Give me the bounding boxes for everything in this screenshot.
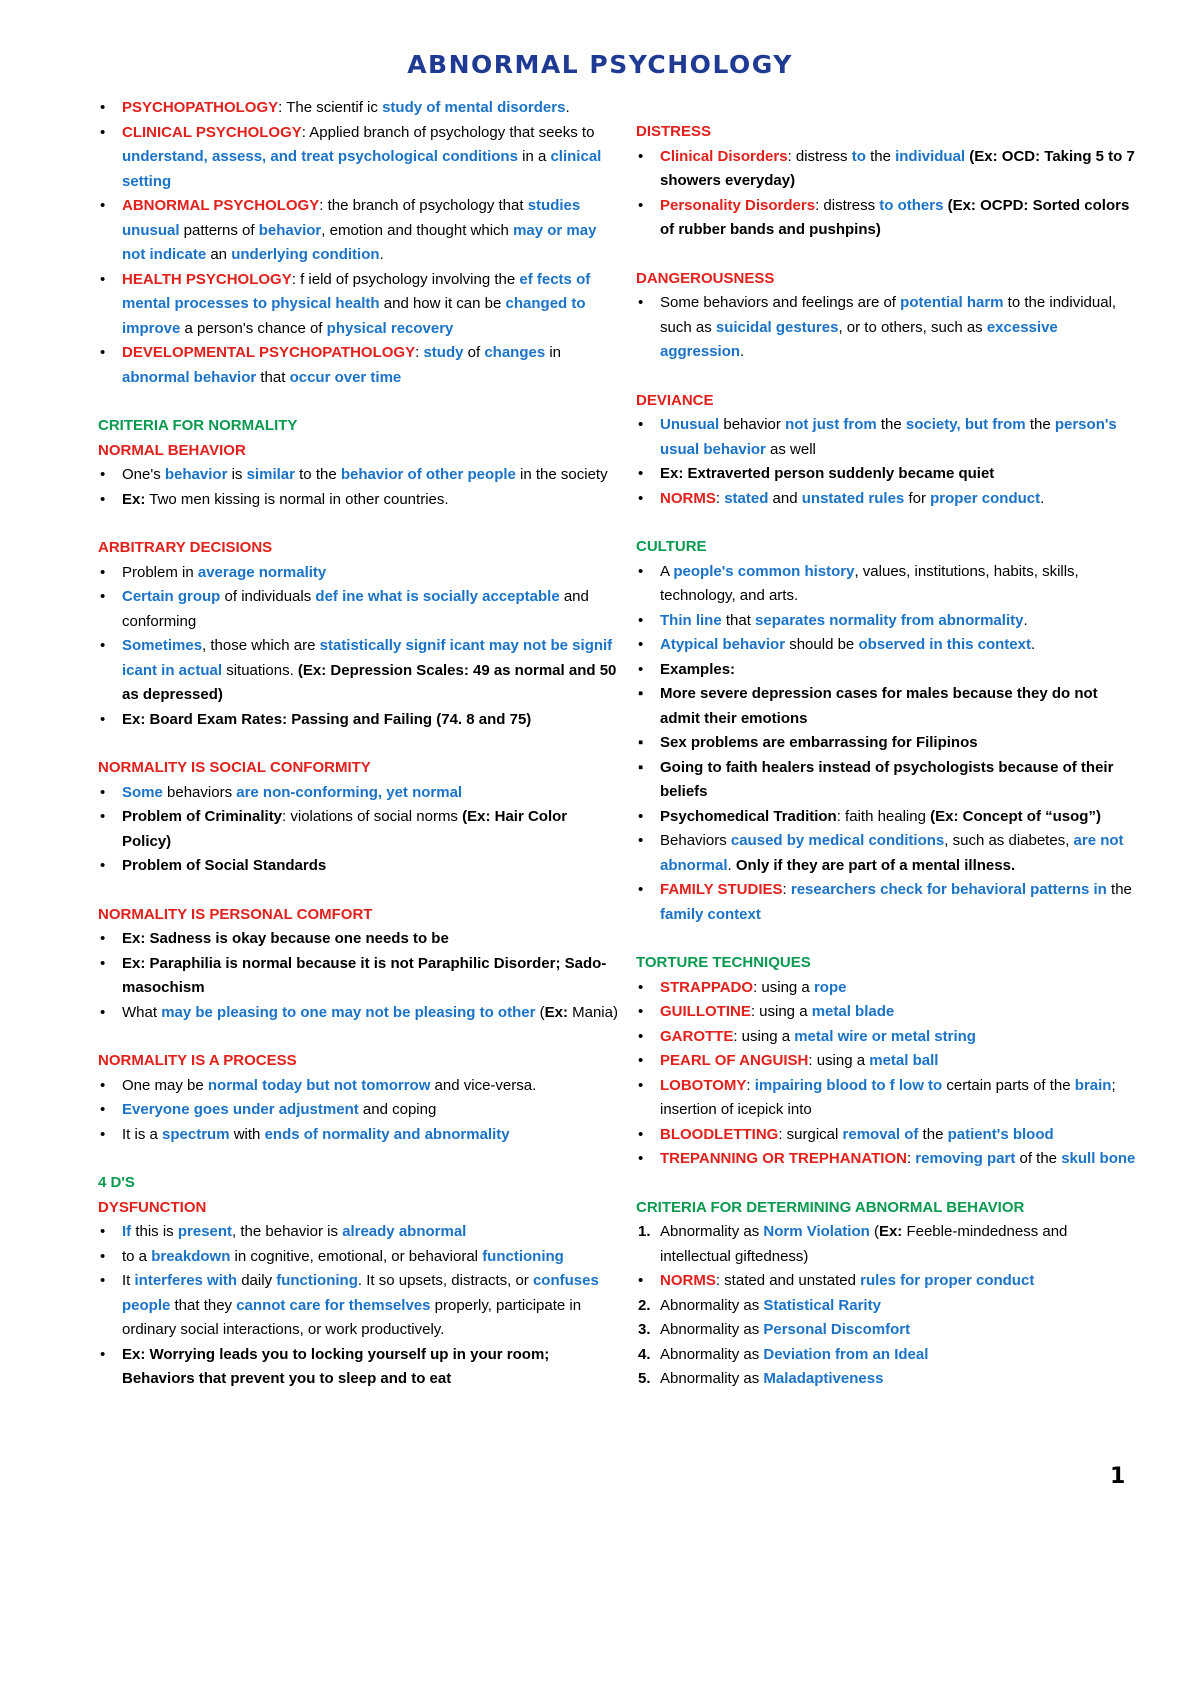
section-heading: ARBITRARY DECISIONS: [98, 539, 273, 556]
list-item: • If this is present, the behavior is already abnormal: [100, 1223, 467, 1240]
section-determining-abnormal: [636, 1196, 1136, 1392]
page-number: 1: [1110, 1464, 1126, 1489]
list-item: • GUILLOTINE: using a metal blade: [638, 1003, 895, 1020]
list-item: • One may be normal today but not tomorrow and vice-versa.: [100, 1076, 537, 1094]
section-process: [98, 1049, 618, 1147]
section-personal-comfort: [98, 903, 618, 1026]
page-title: ABNORMAL PSYCHOLOGY: [407, 50, 793, 79]
list-item: • Problem in average normality: [100, 563, 327, 581]
list-item: • Ex: Two men kissing is normal in other countries.: [100, 490, 449, 508]
section-heading: NORMALITY IS SOCIAL CONFORMITY: [98, 759, 371, 776]
section-heading: NORMALITY IS PERSONAL COMFORT: [98, 905, 373, 923]
list-item: ▪ Going to faith healers instead of psychologists because of their beliefs: [638, 758, 1114, 800]
list-item: 4. Abnormality as Deviation from an Ideal: [638, 1345, 929, 1363]
list-item: ▪ Sex problems are embarrassing for Filipinos: [638, 734, 978, 751]
section-four-ds: [98, 1171, 618, 1392]
list-item: • Unusual behavior not just from the society, but from the person's usual behavior as well: [638, 416, 1117, 458]
list-item: • TREPANNING OR TREPHANATION: removing part of the skull bone: [638, 1150, 1136, 1167]
list-item: • HEALTH PSYCHOLOGY: f ield of psychology involving the ef fects of mental processes to physical health and how it can be changed to improve a person's chance of physical recovery: [100, 270, 591, 337]
section-subheading: DYSFUNCTION: [98, 1198, 207, 1216]
section-distress: [636, 120, 1136, 243]
section-heading: CRITERIA FOR NORMALITY: [98, 417, 298, 434]
list-item: • ABNORMAL PSYCHOLOGY: the branch of psychology that studies unusual patterns of behavior, emotion and thought which may or may not indicate an underlying condition.: [100, 197, 597, 263]
list-item: • A people's common history, values, institutions, habits, skills, technology, and arts.: [638, 562, 1079, 604]
definitions-list: [98, 96, 618, 390]
list-item: • BLOODLETTING: surgical removal of the patient's blood: [638, 1125, 1054, 1143]
section-dangerousness: [636, 267, 1136, 365]
section-heading: CULTURE: [636, 538, 707, 555]
list-item: 3. Abnormality as Personal Discomfort: [638, 1321, 911, 1338]
section-heading: 4 D'S: [98, 1174, 135, 1191]
list-item: • LOBOTOMY: impairing blood to f low to certain parts of the brain; insertion of icepick into: [638, 1076, 1116, 1118]
section-heading: DANGEROUSNESS: [636, 269, 775, 287]
list-item: • Clinical Disorders: distress to the individual (Ex: OCD: Taking 5 to 7 showers everyday): [638, 147, 1135, 189]
list-item: • FAMILY STUDIES: researchers check for behavioral patterns in the family context: [638, 881, 1132, 923]
section-criteria-normality: [98, 414, 618, 512]
list-item: • Personality Disorders: distress to others (Ex: OCPD: Sorted colors of rubber bands and pushpins): [638, 196, 1130, 238]
section-subheading: NORMAL BEHAVIOR: [98, 441, 246, 459]
list-item: • Examples:: [638, 660, 736, 678]
section-heading: DISTRESS: [636, 123, 712, 140]
list-item: • Ex: Paraphilia is normal because it is not Paraphilic Disorder; Sado-masochism: [100, 954, 607, 996]
list-item: ▪ More severe depression cases for males because they do not admit their emotions: [638, 685, 1098, 727]
list-item: 1. Abnormality as Norm Violation (Ex: Feeble-mindedness and intellectual giftedness): [638, 1223, 1068, 1265]
list-item: • One's behavior is similar to the behavior of other people in the society: [100, 466, 608, 483]
list-item: • Ex: Sadness is okay because one needs to be: [100, 930, 449, 947]
list-item: • It interferes with daily functioning. It so upsets, distracts, or confuses people that they cannot care for themselves properly, participate in ordinary social interactions, or work productively.: [100, 1272, 599, 1338]
list-item: • What may be pleasing to one may not be pleasing to other (Ex: Mania): [100, 1003, 618, 1021]
list-item: • Ex: Extraverted person suddenly became quiet: [638, 465, 995, 482]
list-item: • Atypical behavior should be observed in this context.: [638, 636, 1036, 653]
list-item: • GAROTTE: using a metal wire or metal string: [638, 1027, 976, 1045]
list-item: • NORMS: stated and unstated rules for proper conduct: [638, 1272, 1035, 1289]
list-item: • Ex: Worrying leads you to locking yourself up in your room; Behaviors that prevent you to sleep and to eat: [100, 1345, 550, 1387]
list-item: • Thin line that separates normality from abnormality.: [638, 611, 1028, 629]
list-item: • Problem of Criminality: violations of social norms (Ex: Hair Color Policy): [100, 808, 568, 850]
section-heading: CRITERIA FOR DETERMINING ABNORMAL BEHAVIOR: [636, 1198, 1025, 1216]
section-torture-techniques: [636, 951, 1136, 1172]
list-item: • Behaviors caused by medical conditions, such as diabetes, are not abnormal. Only if they are part of a mental illness.: [638, 832, 1124, 874]
list-item: • Some behaviors and feelings are of potential harm to the individual, such as suicidal gestures, or to others, such as excessive aggression.: [638, 294, 1117, 360]
left-column: [98, 96, 618, 1392]
section-culture: [636, 535, 1136, 927]
list-item: • to a breakdown in cognitive, emotional, or behavioral functioning: [100, 1247, 564, 1265]
list-item: • DEVELOPMENTAL PSYCHOPATHOLOGY: study of changes in abnormal behavior that occur over time: [100, 344, 562, 386]
list-item: • Some behaviors are non-conforming, yet normal: [100, 783, 463, 801]
section-heading: NORMALITY IS A PROCESS: [98, 1052, 297, 1069]
section-arbitrary-decisions: [98, 536, 618, 732]
section-social-conformity: [98, 756, 618, 879]
list-item: 5. Abnormality as Maladaptiveness: [638, 1370, 884, 1387]
list-item: • Ex: Board Exam Rates: Passing and Failing (74. 8 and 75): [100, 710, 532, 728]
list-item: • STRAPPADO: using a rope: [638, 978, 847, 996]
list-item: • Everyone goes under adjustment and coping: [100, 1101, 437, 1118]
list-item: • It is a spectrum with ends of normality and abnormality: [100, 1125, 510, 1143]
list-item: • PSYCHOPATHOLOGY: The scientif ic study of mental disorders.: [100, 99, 570, 116]
right-column: [636, 96, 1136, 1392]
list-item: • NORMS: stated and unstated rules for proper conduct.: [638, 489, 1045, 507]
list-item: • Certain group of individuals def ine what is socially acceptable and conforming: [100, 588, 589, 630]
list-item: 2. Abnormality as Statistical Rarity: [638, 1296, 881, 1314]
section-heading: DEVIANCE: [636, 391, 714, 409]
section-heading: TORTURE TECHNIQUES: [636, 954, 811, 971]
section-deviance: [636, 389, 1136, 512]
list-item: • Sometimes, those which are statistically signif icant may not be signif icant in actual situations. (Ex: Depression Scales: 49 as normal and 50 as depressed): [100, 637, 617, 703]
list-item: • Problem of Social Standards: [100, 857, 327, 874]
list-item: • Psychomedical Tradition: faith healing (Ex: Concept of “usog”): [638, 807, 1101, 825]
list-item: • CLINICAL PSYCHOLOGY: Applied branch of psychology that seeks to understand, assess, and treat psychological conditions in a clinical setting: [100, 123, 602, 190]
list-item: • PEARL OF ANGUISH: using a metal ball: [638, 1052, 939, 1069]
